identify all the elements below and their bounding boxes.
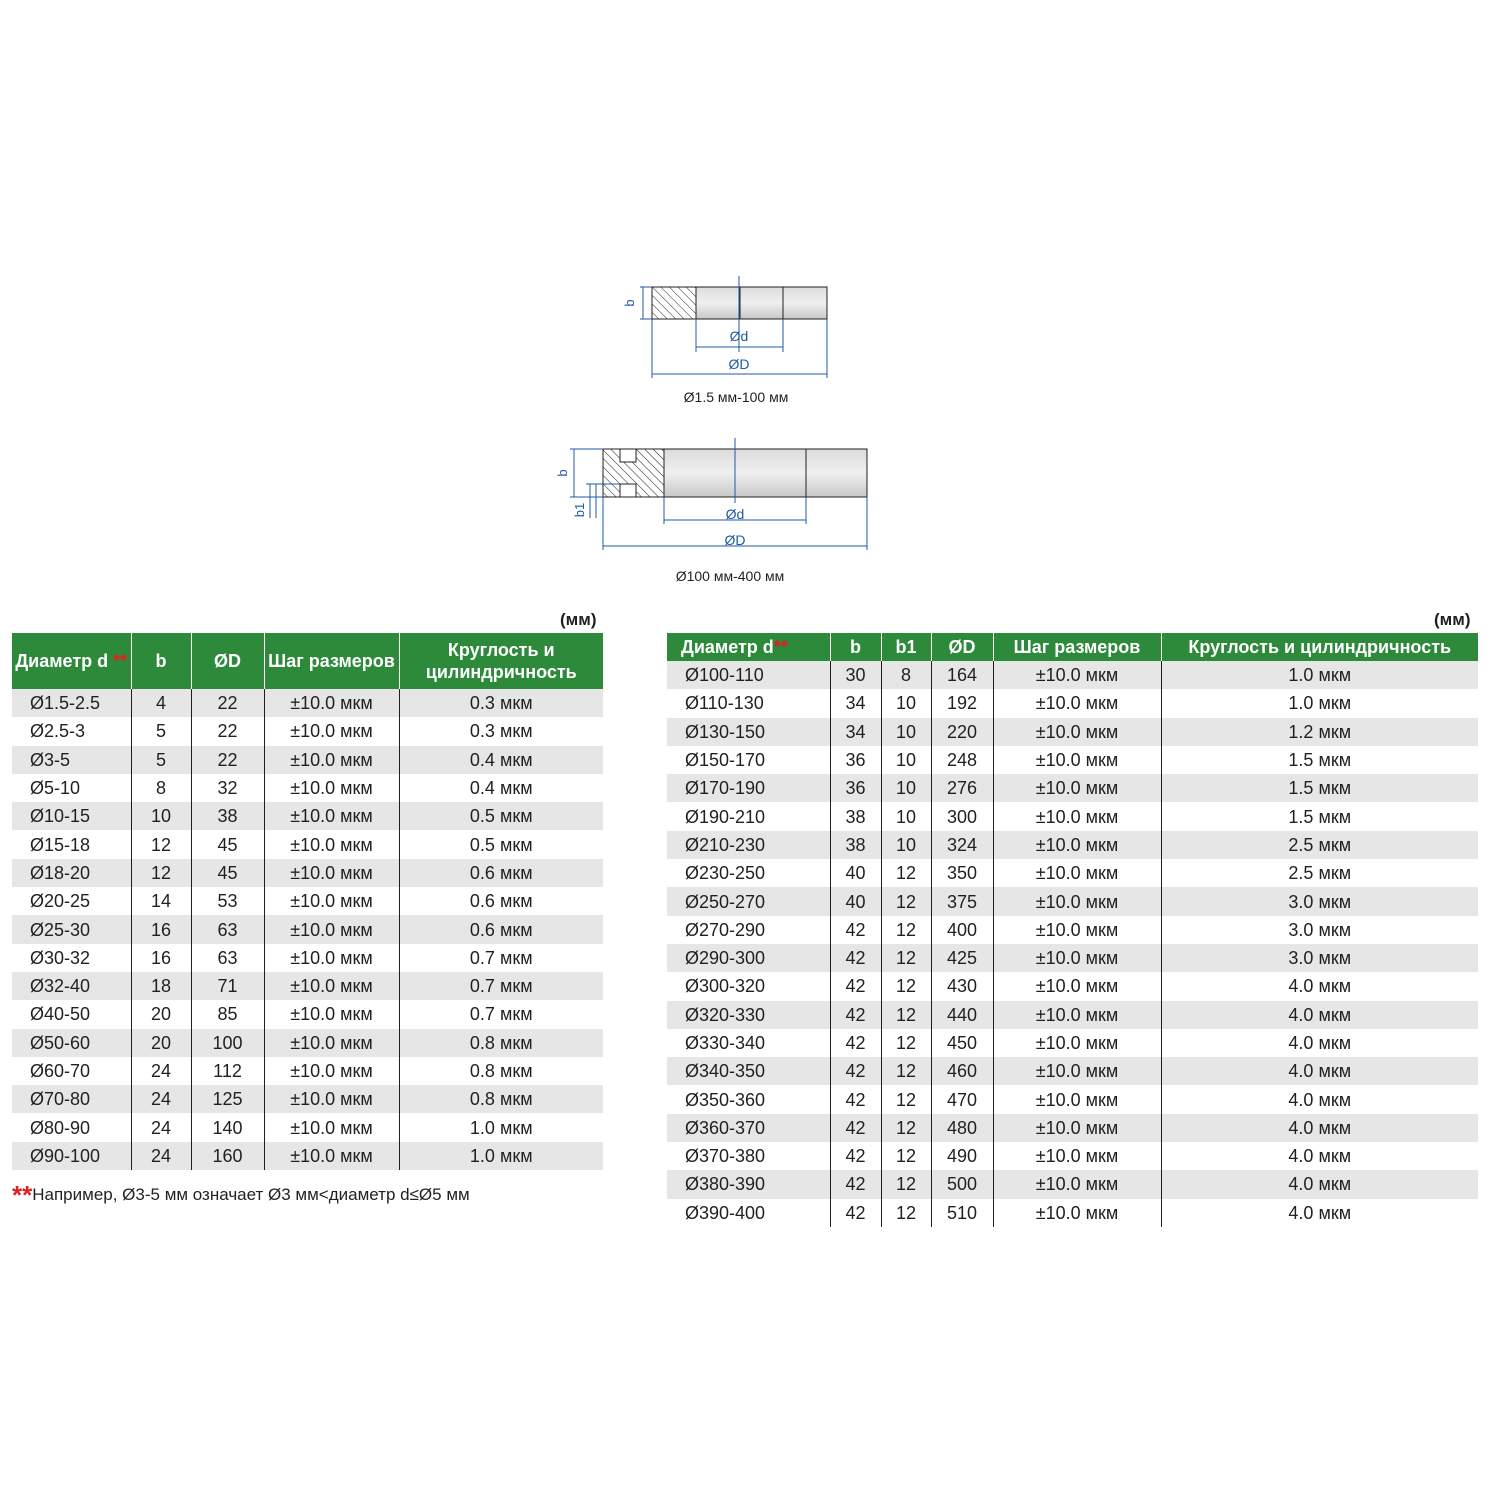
cell-outer-diameter: 164 — [931, 661, 993, 689]
cell-diameter: Ø270-290 — [667, 916, 830, 944]
table-header-row — [667, 633, 1478, 661]
cell-diameter: Ø30-32 — [12, 944, 131, 972]
cell-outer-diameter: 480 — [931, 1114, 993, 1142]
cell-outer-diameter: 125 — [191, 1085, 264, 1113]
table-row — [12, 746, 603, 774]
cell-roundness: 1.5 мкм — [1161, 802, 1478, 830]
cell-roundness: 0.7 мкм — [399, 944, 603, 972]
cell-b: 24 — [131, 1085, 191, 1113]
cell-roundness: 4.0 мкм — [1161, 1029, 1478, 1057]
cell-diameter: Ø190-210 — [667, 802, 830, 830]
header-step: Шаг размеров — [264, 633, 399, 689]
cell-outer-diameter: 140 — [191, 1113, 264, 1141]
table-row — [667, 859, 1478, 887]
cell-roundness: 1.2 мкм — [1161, 718, 1478, 746]
cell-step: ±10.0 мкм — [993, 1114, 1161, 1142]
table-row — [12, 802, 603, 830]
cell-step: ±10.0 мкм — [993, 718, 1161, 746]
header-outer-diameter: ØD — [191, 633, 264, 689]
cell-b: 20 — [131, 1029, 191, 1057]
table-row — [667, 1029, 1478, 1057]
small-label-D: ØD — [728, 356, 750, 372]
cell-roundness: 0.6 мкм — [399, 915, 603, 943]
large-label-D: ØD — [724, 532, 746, 548]
cell-outer-diameter: 425 — [931, 944, 993, 972]
header-marker: ** — [113, 651, 128, 671]
cell-outer-diameter: 324 — [931, 831, 993, 859]
cell-step: ±10.0 мкм — [264, 1142, 399, 1170]
cell-b: 40 — [830, 887, 881, 915]
cell-roundness: 4.0 мкм — [1161, 1057, 1478, 1085]
table-row — [12, 915, 603, 943]
cell-diameter: Ø80-90 — [12, 1113, 131, 1141]
cell-roundness: 0.5 мкм — [399, 830, 603, 858]
cell-step: ±10.0 мкм — [993, 1170, 1161, 1198]
cell-b: 42 — [830, 1114, 881, 1142]
cell-step: ±10.0 мкм — [993, 887, 1161, 915]
cell-b1: 12 — [881, 1001, 931, 1029]
cell-outer-diameter: 160 — [191, 1142, 264, 1170]
cell-step: ±10.0 мкм — [264, 717, 399, 745]
large-label-b: b — [555, 469, 570, 477]
header-diameter — [12, 633, 131, 689]
cell-diameter: Ø320-330 — [667, 1001, 830, 1029]
cell-diameter: Ø90-100 — [12, 1142, 131, 1170]
cell-roundness: 4.0 мкм — [1161, 1114, 1478, 1142]
cell-diameter: Ø18-20 — [12, 859, 131, 887]
table-row — [667, 1199, 1478, 1227]
table-row — [12, 1000, 603, 1028]
table-row — [12, 1113, 603, 1141]
cell-b: 12 — [131, 830, 191, 858]
table-row — [667, 831, 1478, 859]
cell-step: ±10.0 мкм — [993, 1057, 1161, 1085]
cell-diameter: Ø250-270 — [667, 887, 830, 915]
cell-step: ±10.0 мкм — [993, 689, 1161, 717]
table-row — [667, 689, 1478, 717]
cell-diameter: Ø330-340 — [667, 1029, 830, 1057]
units-label-right: (мм) — [1434, 610, 1471, 629]
spec-table-small — [12, 633, 603, 1170]
cell-step: ±10.0 мкм — [264, 1085, 399, 1113]
cell-step: ±10.0 мкм — [264, 972, 399, 1000]
cell-b: 42 — [830, 1142, 881, 1170]
table-row — [667, 746, 1478, 774]
header-marker: ** — [773, 637, 788, 657]
header-diameter-label: Диаметр d — [681, 637, 774, 657]
cell-roundness: 0.3 мкм — [399, 689, 603, 717]
table-row — [12, 689, 603, 717]
header-step: Шаг размеров — [993, 633, 1161, 661]
cell-step: ±10.0 мкм — [993, 831, 1161, 859]
cell-diameter: Ø32-40 — [12, 972, 131, 1000]
header-outer-diameter: ØD — [931, 633, 993, 661]
cell-roundness: 4.0 мкм — [1161, 1142, 1478, 1170]
cell-outer-diameter: 63 — [191, 915, 264, 943]
table-row — [12, 717, 603, 745]
cell-b: 42 — [830, 1057, 881, 1085]
cell-outer-diameter: 71 — [191, 972, 264, 1000]
cell-b: 42 — [830, 916, 881, 944]
cell-b1: 12 — [881, 1114, 931, 1142]
cell-b: 42 — [830, 1085, 881, 1113]
ring-diagrams — [0, 0, 1500, 600]
cell-b: 34 — [830, 718, 881, 746]
cell-step: ±10.0 мкм — [993, 944, 1161, 972]
cell-outer-diameter: 248 — [931, 746, 993, 774]
cell-roundness: 2.5 мкм — [1161, 859, 1478, 887]
cell-b1: 10 — [881, 774, 931, 802]
cell-diameter: Ø350-360 — [667, 1085, 830, 1113]
cell-outer-diameter: 112 — [191, 1057, 264, 1085]
table-row — [12, 830, 603, 858]
cell-b1: 12 — [881, 859, 931, 887]
table-row — [667, 887, 1478, 915]
cell-b: 18 — [131, 972, 191, 1000]
cell-b: 16 — [131, 944, 191, 972]
cell-outer-diameter: 85 — [191, 1000, 264, 1028]
cell-b1: 12 — [881, 887, 931, 915]
cell-diameter: Ø340-350 — [667, 1057, 830, 1085]
cell-roundness: 0.5 мкм — [399, 802, 603, 830]
cell-diameter: Ø100-110 — [667, 661, 830, 689]
footnote-text: Например, Ø3-5 мм означает Ø3 мм<диаметр d≤Ø5 мм — [32, 1185, 470, 1204]
cell-b: 24 — [131, 1142, 191, 1170]
cell-outer-diameter: 45 — [191, 830, 264, 858]
small-ring-diagram — [622, 276, 827, 378]
footnote — [12, 1180, 470, 1211]
cell-b: 42 — [830, 944, 881, 972]
cell-roundness: 3.0 мкм — [1161, 916, 1478, 944]
cell-outer-diameter: 350 — [931, 859, 993, 887]
table-row — [12, 887, 603, 915]
cell-diameter: Ø210-230 — [667, 831, 830, 859]
cell-roundness: 4.0 мкм — [1161, 972, 1478, 1000]
spec-table-large — [667, 633, 1478, 1227]
cell-b1: 12 — [881, 972, 931, 1000]
cell-outer-diameter: 38 — [191, 802, 264, 830]
table-row — [667, 1001, 1478, 1029]
cell-outer-diameter: 100 — [191, 1029, 264, 1057]
cell-step: ±10.0 мкм — [264, 1000, 399, 1028]
cell-diameter: Ø25-30 — [12, 915, 131, 943]
cell-roundness: 4.0 мкм — [1161, 1170, 1478, 1198]
table-row — [667, 802, 1478, 830]
cell-step: ±10.0 мкм — [264, 830, 399, 858]
cell-b1: 12 — [881, 944, 931, 972]
cell-roundness: 0.4 мкм — [399, 746, 603, 774]
cell-b1: 10 — [881, 831, 931, 859]
cell-step: ±10.0 мкм — [993, 1001, 1161, 1029]
cell-roundness: 0.3 мкм — [399, 717, 603, 745]
cell-roundness: 4.0 мкм — [1161, 1085, 1478, 1113]
cell-step: ±10.0 мкм — [993, 802, 1161, 830]
cell-diameter: Ø5-10 — [12, 774, 131, 802]
cell-b: 38 — [830, 831, 881, 859]
cell-b: 36 — [830, 746, 881, 774]
cell-diameter: Ø150-170 — [667, 746, 830, 774]
table-row — [12, 1142, 603, 1170]
cell-outer-diameter: 375 — [931, 887, 993, 915]
small-diagram-caption: Ø1.5 мм-100 мм — [683, 389, 789, 405]
cell-outer-diameter: 63 — [191, 944, 264, 972]
cell-diameter: Ø2.5-3 — [12, 717, 131, 745]
header-roundness: Круглость и цилиндричность — [399, 633, 603, 689]
cell-b1: 12 — [881, 1199, 931, 1227]
cell-b1: 12 — [881, 916, 931, 944]
cell-step: ±10.0 мкм — [993, 972, 1161, 1000]
small-label-b: b — [622, 299, 637, 307]
cell-roundness: 0.7 мкм — [399, 972, 603, 1000]
cell-step: ±10.0 мкм — [993, 1029, 1161, 1057]
table-row — [12, 1029, 603, 1057]
cell-b1: 12 — [881, 1170, 931, 1198]
cell-step: ±10.0 мкм — [264, 774, 399, 802]
small-label-d: Ød — [729, 328, 749, 344]
cell-diameter: Ø1.5-2.5 — [12, 689, 131, 717]
table-row — [667, 1142, 1478, 1170]
cell-b: 16 — [131, 915, 191, 943]
cell-roundness: 0.8 мкм — [399, 1057, 603, 1085]
cell-b: 42 — [830, 972, 881, 1000]
cell-step: ±10.0 мкм — [993, 859, 1161, 887]
cell-b1: 12 — [881, 1029, 931, 1057]
cell-roundness: 1.5 мкм — [1161, 774, 1478, 802]
cell-roundness: 0.8 мкм — [399, 1085, 603, 1113]
cell-roundness: 1.0 мкм — [1161, 689, 1478, 717]
cell-outer-diameter: 510 — [931, 1199, 993, 1227]
cell-b: 12 — [131, 859, 191, 887]
cell-diameter: Ø70-80 — [12, 1085, 131, 1113]
cell-b: 14 — [131, 887, 191, 915]
table-row — [667, 972, 1478, 1000]
cell-diameter: Ø370-380 — [667, 1142, 830, 1170]
cell-outer-diameter: 470 — [931, 1085, 993, 1113]
cell-step: ±10.0 мкм — [264, 1113, 399, 1141]
table-row — [667, 944, 1478, 972]
cell-outer-diameter: 300 — [931, 802, 993, 830]
cell-roundness: 1.0 мкм — [399, 1113, 603, 1141]
header-b: b — [131, 633, 191, 689]
cell-step: ±10.0 мкм — [264, 887, 399, 915]
units-label-left: (мм) — [560, 610, 597, 629]
table-row — [667, 1085, 1478, 1113]
cell-diameter: Ø130-150 — [667, 718, 830, 746]
cell-step: ±10.0 мкм — [993, 1142, 1161, 1170]
cell-roundness: 1.5 мкм — [1161, 746, 1478, 774]
cell-step: ±10.0 мкм — [264, 859, 399, 887]
cell-b: 20 — [131, 1000, 191, 1028]
cell-b1: 12 — [881, 1085, 931, 1113]
cell-b: 38 — [830, 802, 881, 830]
cell-b: 10 — [131, 802, 191, 830]
cell-step: ±10.0 мкм — [993, 661, 1161, 689]
header-b: b — [830, 633, 881, 661]
cell-b: 42 — [830, 1001, 881, 1029]
cell-step: ±10.0 мкм — [264, 689, 399, 717]
cell-roundness: 4.0 мкм — [1161, 1001, 1478, 1029]
header-diameter-label: Диаметр d — [15, 651, 109, 671]
table-row — [12, 774, 603, 802]
header-roundness: Круглость и цилиндричность — [1161, 633, 1478, 661]
cell-b: 42 — [830, 1170, 881, 1198]
cell-step: ±10.0 мкм — [264, 1029, 399, 1057]
cell-roundness: 3.0 мкм — [1161, 887, 1478, 915]
cell-roundness: 0.7 мкм — [399, 1000, 603, 1028]
table-row — [12, 944, 603, 972]
cell-diameter: Ø170-190 — [667, 774, 830, 802]
table-row — [12, 1057, 603, 1085]
cell-step: ±10.0 мкм — [264, 746, 399, 774]
cell-b: 42 — [830, 1199, 881, 1227]
cell-step: ±10.0 мкм — [264, 915, 399, 943]
cell-roundness: 4.0 мкм — [1161, 1199, 1478, 1227]
cell-outer-diameter: 440 — [931, 1001, 993, 1029]
cell-diameter: Ø20-25 — [12, 887, 131, 915]
cell-b: 4 — [131, 689, 191, 717]
cell-step: ±10.0 мкм — [264, 1057, 399, 1085]
cell-roundness: 3.0 мкм — [1161, 944, 1478, 972]
cell-outer-diameter: 22 — [191, 746, 264, 774]
cell-diameter: Ø390-400 — [667, 1199, 830, 1227]
cell-roundness: 0.4 мкм — [399, 774, 603, 802]
large-diagram-caption: Ø100 мм-400 мм — [675, 568, 785, 584]
cell-outer-diameter: 45 — [191, 859, 264, 887]
cell-b1: 10 — [881, 689, 931, 717]
table-row — [667, 1170, 1478, 1198]
cell-step: ±10.0 мкм — [264, 944, 399, 972]
large-label-d: Ød — [725, 506, 745, 522]
cell-b: 5 — [131, 746, 191, 774]
cell-roundness: 0.6 мкм — [399, 859, 603, 887]
cell-b: 40 — [830, 859, 881, 887]
cell-outer-diameter: 53 — [191, 887, 264, 915]
cell-b1: 8 — [881, 661, 931, 689]
cell-outer-diameter: 192 — [931, 689, 993, 717]
cell-diameter: Ø300-320 — [667, 972, 830, 1000]
cell-diameter: Ø15-18 — [12, 830, 131, 858]
cell-diameter: Ø40-50 — [12, 1000, 131, 1028]
table-row — [12, 972, 603, 1000]
cell-roundness: 2.5 мкм — [1161, 831, 1478, 859]
table-row — [667, 1057, 1478, 1085]
cell-outer-diameter: 460 — [931, 1057, 993, 1085]
cell-b1: 10 — [881, 746, 931, 774]
cell-b: 42 — [830, 1029, 881, 1057]
cell-step: ±10.0 мкм — [993, 774, 1161, 802]
cell-b: 5 — [131, 717, 191, 745]
cell-step: ±10.0 мкм — [993, 916, 1161, 944]
cell-outer-diameter: 22 — [191, 717, 264, 745]
table-row — [667, 774, 1478, 802]
table-row — [667, 718, 1478, 746]
cell-diameter: Ø360-370 — [667, 1114, 830, 1142]
cell-outer-diameter: 450 — [931, 1029, 993, 1057]
cell-b: 8 — [131, 774, 191, 802]
cell-b1: 10 — [881, 802, 931, 830]
cell-outer-diameter: 220 — [931, 718, 993, 746]
cell-outer-diameter: 430 — [931, 972, 993, 1000]
table-row — [667, 1114, 1478, 1142]
cell-roundness: 1.0 мкм — [399, 1142, 603, 1170]
header-diameter — [667, 633, 830, 661]
cell-diameter: Ø3-5 — [12, 746, 131, 774]
cell-b: 24 — [131, 1113, 191, 1141]
cell-roundness: 0.8 мкм — [399, 1029, 603, 1057]
cell-outer-diameter: 400 — [931, 916, 993, 944]
cell-roundness: 0.6 мкм — [399, 887, 603, 915]
cell-diameter: Ø60-70 — [12, 1057, 131, 1085]
cell-diameter: Ø110-130 — [667, 689, 830, 717]
cell-diameter: Ø230-250 — [667, 859, 830, 887]
table-row — [667, 661, 1478, 689]
cell-outer-diameter: 276 — [931, 774, 993, 802]
cell-step: ±10.0 мкм — [993, 746, 1161, 774]
cell-step: ±10.0 мкм — [993, 1085, 1161, 1113]
cell-diameter: Ø380-390 — [667, 1170, 830, 1198]
cell-diameter: Ø50-60 — [12, 1029, 131, 1057]
cell-roundness: 1.0 мкм — [1161, 661, 1478, 689]
cell-diameter: Ø10-15 — [12, 802, 131, 830]
cell-outer-diameter: 490 — [931, 1142, 993, 1170]
large-label-b1: b1 — [572, 502, 587, 518]
table-row — [12, 1085, 603, 1113]
cell-outer-diameter: 32 — [191, 774, 264, 802]
cell-outer-diameter: 22 — [191, 689, 264, 717]
cell-outer-diameter: 500 — [931, 1170, 993, 1198]
cell-b: 30 — [830, 661, 881, 689]
table-header-row — [12, 633, 603, 689]
cell-b1: 12 — [881, 1057, 931, 1085]
cell-b: 34 — [830, 689, 881, 717]
footnote-marker: ** — [12, 1180, 33, 1210]
table-row — [12, 859, 603, 887]
cell-step: ±10.0 мкм — [993, 1199, 1161, 1227]
cell-b1: 10 — [881, 718, 931, 746]
cell-b: 24 — [131, 1057, 191, 1085]
header-b1: b1 — [881, 633, 931, 661]
table-row — [667, 916, 1478, 944]
cell-step: ±10.0 мкм — [264, 802, 399, 830]
cell-diameter: Ø290-300 — [667, 944, 830, 972]
large-ring-diagram — [555, 438, 867, 550]
cell-b: 36 — [830, 774, 881, 802]
cell-b1: 12 — [881, 1142, 931, 1170]
